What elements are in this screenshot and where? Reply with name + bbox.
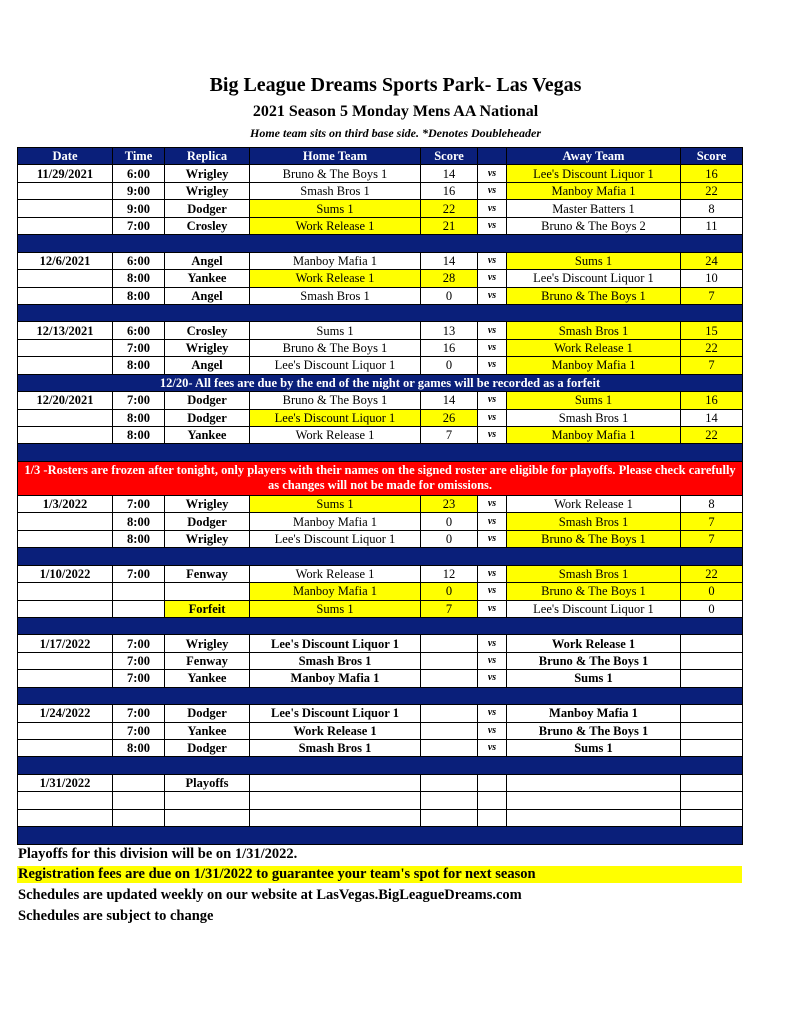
replica-cell: Dodger <box>165 705 250 722</box>
vs-cell: vs <box>478 513 507 530</box>
date-cell: 12/20/2021 <box>18 392 113 409</box>
time-cell: 6:00 <box>113 165 165 182</box>
separator-row <box>18 827 743 844</box>
replica-cell: Wrigley <box>165 495 250 512</box>
home-team-cell: Work Release 1 <box>250 217 421 234</box>
away-team-cell: Manboy Mafia 1 <box>507 705 681 722</box>
home-team-cell: Bruno & The Boys 1 <box>250 392 421 409</box>
away-score-cell: 16 <box>681 165 743 182</box>
away-team-cell: Smash Bros 1 <box>507 565 681 582</box>
vs-cell: vs <box>478 740 507 757</box>
replica-cell: Wrigley <box>165 165 250 182</box>
away-team-cell: Sums 1 <box>507 740 681 757</box>
replica-cell: Yankee <box>165 670 250 687</box>
date-cell <box>18 409 113 426</box>
page-note: Home team sits on third base side. *Denotes Doubleheader <box>250 126 541 140</box>
vs-cell: vs <box>478 670 507 687</box>
away-score-cell <box>681 652 743 669</box>
home-score-cell <box>421 740 478 757</box>
away-team-cell: Bruno & The Boys 1 <box>507 583 681 600</box>
away-score-cell <box>681 635 743 652</box>
home-score-cell <box>421 722 478 739</box>
away-score-cell: 22 <box>681 565 743 582</box>
home-team-cell <box>250 774 421 791</box>
away-score-cell <box>681 705 743 722</box>
time-cell <box>113 774 165 791</box>
time-cell: 8:00 <box>113 409 165 426</box>
away-score-cell <box>681 722 743 739</box>
schedule-table <box>17 147 743 845</box>
separator-cell <box>18 617 743 634</box>
home-team-cell: Smash Bros 1 <box>250 740 421 757</box>
home-team-cell: Work Release 1 <box>250 722 421 739</box>
date-cell: 1/10/2022 <box>18 565 113 582</box>
home-team-cell: Bruno & The Boys 1 <box>250 165 421 182</box>
game-row <box>18 409 743 426</box>
away-score-cell: 22 <box>681 339 743 356</box>
header-home-team: Home Team <box>250 148 421 165</box>
away-score-cell: 15 <box>681 322 743 339</box>
separator-row <box>18 757 743 774</box>
date-cell <box>18 270 113 287</box>
home-score-cell <box>421 652 478 669</box>
vs-cell: vs <box>478 409 507 426</box>
date-cell: 1/3/2022 <box>18 495 113 512</box>
home-score-cell: 0 <box>421 583 478 600</box>
home-score-cell: 16 <box>421 182 478 199</box>
home-score-cell: 22 <box>421 200 478 217</box>
header-time: Time <box>113 148 165 165</box>
home-score-cell <box>421 705 478 722</box>
time-cell: 7:00 <box>113 705 165 722</box>
time-cell: 8:00 <box>113 740 165 757</box>
game-row <box>18 392 743 409</box>
date-cell <box>18 652 113 669</box>
vs-cell: vs <box>478 200 507 217</box>
away-team-cell <box>507 774 681 791</box>
home-score-cell: 14 <box>421 392 478 409</box>
time-cell: 7:00 <box>113 635 165 652</box>
footer-playoffs: Playoffs for this division will be on 1/31/2022. <box>18 846 298 862</box>
away-score-cell: 7 <box>681 530 743 547</box>
date-cell <box>18 513 113 530</box>
game-row <box>18 600 743 617</box>
replica-cell: Dodger <box>165 409 250 426</box>
page-subtitle: 2021 Season 5 Monday Mens AA National <box>252 103 539 120</box>
replica-cell: Crosley <box>165 322 250 339</box>
replica-cell: Wrigley <box>165 182 250 199</box>
date-cell: 1/31/2022 <box>18 774 113 791</box>
home-score-cell: 13 <box>421 322 478 339</box>
replica-cell: Fenway <box>165 565 250 582</box>
date-cell <box>18 357 113 374</box>
home-score-cell: 16 <box>421 339 478 356</box>
time-cell: 8:00 <box>113 287 165 304</box>
game-row <box>18 740 743 757</box>
home-score-cell: 0 <box>421 357 478 374</box>
vs-cell: vs <box>478 583 507 600</box>
game-row <box>18 792 743 809</box>
date-cell <box>18 530 113 547</box>
game-row <box>18 182 743 199</box>
away-team-cell: Lee's Discount Liquor 1 <box>507 600 681 617</box>
away-score-cell: 7 <box>681 513 743 530</box>
home-score-cell: 7 <box>421 427 478 444</box>
replica-cell: Forfeit <box>165 600 250 617</box>
replica-cell: Fenway <box>165 652 250 669</box>
separator-row <box>18 304 743 321</box>
game-row <box>18 287 743 304</box>
separator-cell <box>18 548 743 565</box>
vs-cell: vs <box>478 392 507 409</box>
home-score-cell: 12 <box>421 565 478 582</box>
home-team-cell: Work Release 1 <box>250 565 421 582</box>
away-team-cell: Lee's Discount Liquor 1 <box>507 165 681 182</box>
home-score-cell: 0 <box>421 287 478 304</box>
home-score-cell <box>421 809 478 826</box>
away-team-cell: Smash Bros 1 <box>507 409 681 426</box>
replica-cell: Dodger <box>165 740 250 757</box>
home-team-cell <box>250 809 421 826</box>
away-team-cell: Manboy Mafia 1 <box>507 427 681 444</box>
replica-cell: Angel <box>165 357 250 374</box>
game-row <box>18 322 743 339</box>
vs-cell: vs <box>478 427 507 444</box>
away-score-cell: 22 <box>681 427 743 444</box>
away-score-cell <box>681 774 743 791</box>
date-cell: 1/17/2022 <box>18 635 113 652</box>
vs-cell: vs <box>478 357 507 374</box>
date-cell <box>18 722 113 739</box>
note-text: 12/20- All fees are due by the end of the night or games will be recorded as a forfeit <box>18 374 743 391</box>
game-row <box>18 165 743 182</box>
game-row <box>18 270 743 287</box>
vs-cell: vs <box>478 270 507 287</box>
vs-cell: vs <box>478 530 507 547</box>
replica-cell: Wrigley <box>165 635 250 652</box>
away-team-cell <box>507 792 681 809</box>
time-cell: 8:00 <box>113 427 165 444</box>
away-score-cell: 14 <box>681 409 743 426</box>
game-row <box>18 774 743 791</box>
away-team-cell: Smash Bros 1 <box>507 322 681 339</box>
home-team-cell: Smash Bros 1 <box>250 287 421 304</box>
game-row <box>18 583 743 600</box>
away-score-cell <box>681 792 743 809</box>
date-cell: 12/13/2021 <box>18 322 113 339</box>
date-cell: 12/6/2021 <box>18 252 113 269</box>
home-score-cell: 0 <box>421 513 478 530</box>
home-score-cell: 14 <box>421 252 478 269</box>
home-team-cell: Sums 1 <box>250 322 421 339</box>
away-team-cell: Bruno & The Boys 1 <box>507 722 681 739</box>
away-score-cell: 24 <box>681 252 743 269</box>
home-team-cell: Manboy Mafia 1 <box>250 583 421 600</box>
vs-cell: vs <box>478 217 507 234</box>
time-cell: 9:00 <box>113 182 165 199</box>
replica-cell: Dodger <box>165 200 250 217</box>
away-team-cell: Smash Bros 1 <box>507 513 681 530</box>
time-cell <box>113 583 165 600</box>
vs-cell: vs <box>478 635 507 652</box>
home-score-cell <box>421 635 478 652</box>
game-row <box>18 357 743 374</box>
alert-row <box>18 461 743 495</box>
away-score-cell: 8 <box>681 495 743 512</box>
away-score-cell: 7 <box>681 287 743 304</box>
separator-cell <box>18 235 743 252</box>
away-score-cell: 22 <box>681 182 743 199</box>
home-team-cell: Lee's Discount Liquor 1 <box>250 357 421 374</box>
header-home-score: Score <box>421 148 478 165</box>
replica-cell: Yankee <box>165 270 250 287</box>
home-team-cell: Work Release 1 <box>250 427 421 444</box>
home-team-cell: Sums 1 <box>250 600 421 617</box>
away-team-cell: Work Release 1 <box>507 635 681 652</box>
time-cell <box>113 809 165 826</box>
date-cell: 11/29/2021 <box>18 165 113 182</box>
vs-cell: vs <box>478 600 507 617</box>
footer-website: Schedules are updated weekly on our website at LasVegas.BigLeagueDreams.com <box>18 887 522 903</box>
home-team-cell: Manboy Mafia 1 <box>250 252 421 269</box>
date-cell <box>18 792 113 809</box>
away-score-cell <box>681 740 743 757</box>
replica-cell: Angel <box>165 287 250 304</box>
home-team-cell: Lee's Discount Liquor 1 <box>250 530 421 547</box>
replica-cell: Crosley <box>165 217 250 234</box>
game-row <box>18 670 743 687</box>
vs-cell: vs <box>478 652 507 669</box>
game-row <box>18 530 743 547</box>
date-cell: 1/24/2022 <box>18 705 113 722</box>
date-cell <box>18 600 113 617</box>
home-team-cell: Lee's Discount Liquor 1 <box>250 705 421 722</box>
home-score-cell: 21 <box>421 217 478 234</box>
replica-cell: Dodger <box>165 513 250 530</box>
vs-cell <box>478 774 507 791</box>
separator-row <box>18 548 743 565</box>
game-row <box>18 513 743 530</box>
replica-cell: Angel <box>165 252 250 269</box>
home-score-cell <box>421 670 478 687</box>
game-row <box>18 809 743 826</box>
header-vs <box>478 148 507 165</box>
away-team-cell: Sums 1 <box>507 670 681 687</box>
vs-cell: vs <box>478 705 507 722</box>
vs-cell: vs <box>478 252 507 269</box>
date-cell <box>18 182 113 199</box>
time-cell: 7:00 <box>113 339 165 356</box>
footer-registration: Registration fees are due on 1/31/2022 to guarantee your team's spot for next season <box>17 866 742 883</box>
vs-cell: vs <box>478 322 507 339</box>
footer-disclaimer: Schedules are subject to change <box>18 908 214 924</box>
separator-row <box>18 687 743 704</box>
home-score-cell: 28 <box>421 270 478 287</box>
time-cell: 8:00 <box>113 357 165 374</box>
time-cell: 6:00 <box>113 322 165 339</box>
away-team-cell: Work Release 1 <box>507 339 681 356</box>
away-team-cell: Manboy Mafia 1 <box>507 182 681 199</box>
time-cell: 7:00 <box>113 652 165 669</box>
away-team-cell: Bruno & The Boys 1 <box>507 287 681 304</box>
away-score-cell: 11 <box>681 217 743 234</box>
separator-cell <box>18 304 743 321</box>
away-team-cell <box>507 809 681 826</box>
home-team-cell: Smash Bros 1 <box>250 652 421 669</box>
vs-cell: vs <box>478 165 507 182</box>
game-row <box>18 705 743 722</box>
game-row <box>18 217 743 234</box>
away-team-cell: Bruno & The Boys 1 <box>507 652 681 669</box>
home-team-cell: Bruno & The Boys 1 <box>250 339 421 356</box>
game-row <box>18 200 743 217</box>
time-cell: 7:00 <box>113 495 165 512</box>
note-row <box>18 374 743 391</box>
header-away-team: Away Team <box>507 148 681 165</box>
home-score-cell: 7 <box>421 600 478 617</box>
home-team-cell: Lee's Discount Liquor 1 <box>250 409 421 426</box>
date-cell <box>18 670 113 687</box>
away-team-cell: Bruno & The Boys 1 <box>507 530 681 547</box>
home-score-cell: 14 <box>421 165 478 182</box>
away-team-cell: Bruno & The Boys 2 <box>507 217 681 234</box>
date-cell <box>18 200 113 217</box>
away-score-cell: 0 <box>681 600 743 617</box>
vs-cell <box>478 792 507 809</box>
away-team-cell: Manboy Mafia 1 <box>507 357 681 374</box>
home-score-cell: 26 <box>421 409 478 426</box>
away-score-cell <box>681 670 743 687</box>
time-cell <box>113 600 165 617</box>
home-team-cell: Manboy Mafia 1 <box>250 670 421 687</box>
home-team-cell: Work Release 1 <box>250 270 421 287</box>
header-replica: Replica <box>165 148 250 165</box>
replica-cell: Yankee <box>165 722 250 739</box>
date-cell <box>18 287 113 304</box>
date-cell <box>18 740 113 757</box>
away-team-cell: Lee's Discount Liquor 1 <box>507 270 681 287</box>
replica-cell <box>165 792 250 809</box>
home-team-cell <box>250 792 421 809</box>
date-cell <box>18 217 113 234</box>
table-header-row <box>18 148 743 165</box>
separator-row <box>18 617 743 634</box>
home-team-cell: Lee's Discount Liquor 1 <box>250 635 421 652</box>
time-cell: 7:00 <box>113 670 165 687</box>
replica-cell: Wrigley <box>165 339 250 356</box>
vs-cell: vs <box>478 287 507 304</box>
vs-cell: vs <box>478 339 507 356</box>
time-cell: 8:00 <box>113 270 165 287</box>
vs-cell: vs <box>478 495 507 512</box>
vs-cell <box>478 809 507 826</box>
vs-cell: vs <box>478 182 507 199</box>
game-row <box>18 495 743 512</box>
header-away-score: Score <box>681 148 743 165</box>
home-team-cell: Manboy Mafia 1 <box>250 513 421 530</box>
replica-cell: Yankee <box>165 427 250 444</box>
away-team-cell: Master Batters 1 <box>507 200 681 217</box>
header-date: Date <box>18 148 113 165</box>
home-score-cell <box>421 792 478 809</box>
vs-cell: vs <box>478 565 507 582</box>
vs-cell: vs <box>478 722 507 739</box>
date-cell <box>18 427 113 444</box>
home-score-cell <box>421 774 478 791</box>
away-score-cell: 7 <box>681 357 743 374</box>
game-row <box>18 565 743 582</box>
away-score-cell <box>681 809 743 826</box>
separator-cell <box>18 444 743 461</box>
replica-cell: Wrigley <box>165 530 250 547</box>
alert-text: 1/3 -Rosters are frozen after tonight, only players with their names on the signed roster are eligible for playoffs. Please check carefully as changes will not be made for omissions. <box>18 461 743 495</box>
time-cell: 7:00 <box>113 392 165 409</box>
away-score-cell: 8 <box>681 200 743 217</box>
time-cell: 6:00 <box>113 252 165 269</box>
away-team-cell: Work Release 1 <box>507 495 681 512</box>
away-score-cell: 16 <box>681 392 743 409</box>
away-score-cell: 10 <box>681 270 743 287</box>
replica-cell <box>165 583 250 600</box>
separator-cell <box>18 757 743 774</box>
time-cell: 8:00 <box>113 530 165 547</box>
time-cell <box>113 792 165 809</box>
date-cell <box>18 583 113 600</box>
page-title: Big League Dreams Sports Park- Las Vegas <box>209 74 582 96</box>
replica-cell: Dodger <box>165 392 250 409</box>
time-cell: 8:00 <box>113 513 165 530</box>
game-row <box>18 252 743 269</box>
game-row <box>18 722 743 739</box>
replica-cell <box>165 809 250 826</box>
away-team-cell: Sums 1 <box>507 252 681 269</box>
separator-row <box>18 444 743 461</box>
time-cell: 7:00 <box>113 565 165 582</box>
game-row <box>18 427 743 444</box>
time-cell: 7:00 <box>113 722 165 739</box>
separator-row <box>18 235 743 252</box>
separator-cell <box>18 827 743 844</box>
game-row <box>18 339 743 356</box>
home-team-cell: Sums 1 <box>250 495 421 512</box>
home-score-cell: 23 <box>421 495 478 512</box>
time-cell: 7:00 <box>113 217 165 234</box>
game-row <box>18 635 743 652</box>
away-score-cell: 0 <box>681 583 743 600</box>
home-team-cell: Smash Bros 1 <box>250 182 421 199</box>
away-team-cell: Sums 1 <box>507 392 681 409</box>
game-row <box>18 652 743 669</box>
replica-cell: Playoffs <box>165 774 250 791</box>
date-cell <box>18 339 113 356</box>
date-cell <box>18 809 113 826</box>
home-score-cell: 0 <box>421 530 478 547</box>
home-team-cell: Sums 1 <box>250 200 421 217</box>
separator-cell <box>18 687 743 704</box>
time-cell: 9:00 <box>113 200 165 217</box>
